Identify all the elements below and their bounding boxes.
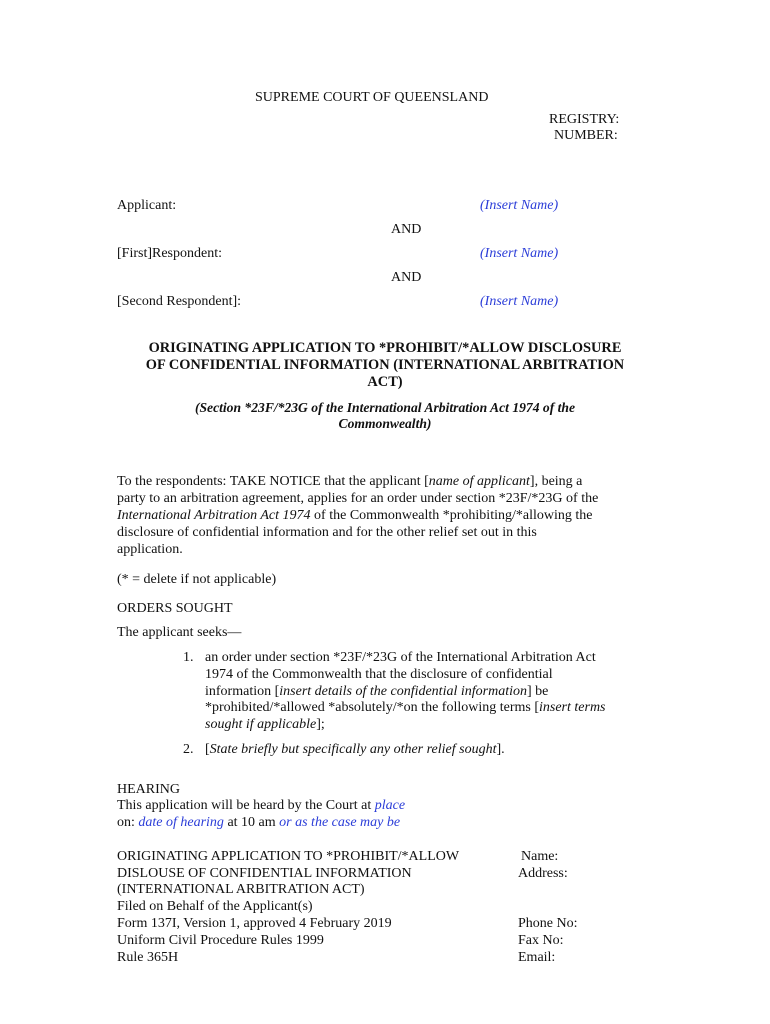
- notice-line-5: application.: [117, 542, 183, 557]
- and-separator: AND: [391, 222, 422, 237]
- terms-placeholder: sought if applicable: [205, 717, 317, 732]
- footer-phone-label: Phone No:: [518, 916, 578, 931]
- footer-email-label: Email:: [518, 950, 556, 965]
- footer-form-title-1: ORIGINATING APPLICATION TO *PROHIBIT/*ALLOW: [117, 849, 460, 864]
- footer-form-title-3: (INTERNATIONAL ARBITRATION ACT): [117, 882, 365, 897]
- order-1-line-1: an order under section *23F/*23G of the International Arbitration Act: [205, 650, 596, 665]
- second-respondent-name-field[interactable]: (Insert Name): [480, 294, 559, 309]
- footer-address-label: Address:: [518, 866, 568, 881]
- order-text: information [: [205, 684, 280, 699]
- order-text: ].: [496, 742, 505, 757]
- first-respondent-label: [First]Respondent:: [117, 246, 222, 261]
- order-1-line-3: [205, 683, 548, 700]
- order-1-line-4: [205, 699, 606, 716]
- footer-form-version: Form 137I, Version 1, approved 4 February 2019: [117, 916, 392, 931]
- order-2-line: [205, 741, 505, 758]
- number-label: NUMBER:: [554, 128, 618, 143]
- footer-name-label: Name:: [521, 849, 559, 864]
- registry-label: REGISTRY:: [549, 112, 620, 127]
- footer-ucpr: Uniform Civil Procedure Rules 1999: [117, 933, 324, 948]
- document-title-line-1: ORIGINATING APPLICATION TO *PROHIBIT/*ALLOW DISCLOSURE: [148, 340, 622, 356]
- footer-rule: Rule 365H: [117, 950, 179, 965]
- notice-line-4: disclosure of confidential information and for the other relief set out in this: [117, 525, 537, 540]
- footer-filed-on-behalf: Filed on Behalf of the Applicant(s): [117, 899, 313, 914]
- document-title-line-2: OF CONFIDENTIAL INFORMATION (INTERNATIONAL ARBITRATION: [145, 357, 625, 373]
- notice-line-1: [117, 473, 582, 490]
- orders-intro: The applicant seeks—: [117, 625, 242, 640]
- order-1-line-5: [205, 716, 325, 733]
- footer-fax-label: Fax No:: [518, 933, 564, 948]
- notice-text: To the respondents: TAKE NOTICE that the applicant [: [117, 474, 429, 489]
- notice-line-3: [117, 507, 592, 524]
- order-2-number: 2.: [183, 742, 194, 757]
- hearing-heading: HEARING: [117, 782, 180, 797]
- order-text: *prohibited/*allowed *absolutely/*on the following terms [: [205, 700, 539, 715]
- notice-line-2: party to an arbitration agreement, applies for an order under section *23F/*23G of the: [117, 491, 599, 506]
- orders-heading: ORDERS SOUGHT: [117, 601, 233, 616]
- act-name: International Arbitration Act 1974: [117, 508, 311, 523]
- document-subtitle-line-1: (Section *23F/*23G of the International Arbitration Act 1974 of the: [194, 400, 576, 415]
- terms-placeholder: insert terms: [539, 700, 606, 715]
- document-title-line-3: ACT): [367, 374, 403, 390]
- document-subtitle-line-2: Commonwealth): [338, 416, 432, 431]
- order-1-line-2: 1974 of the Commonwealth that the disclosure of confidential: [205, 667, 553, 682]
- order-text: [: [205, 742, 210, 757]
- first-respondent-name-field[interactable]: (Insert Name): [480, 246, 559, 261]
- hearing-line-2: [117, 814, 400, 831]
- applicant-name-field[interactable]: (Insert Name): [480, 198, 559, 213]
- second-respondent-label: [Second Respondent]:: [117, 294, 242, 309]
- notice-text: of the Commonwealth *prohibiting/*allowing the: [310, 508, 593, 523]
- hearing-line-1: [117, 797, 405, 814]
- hearing-text: on:: [117, 815, 139, 830]
- court-title: SUPREME COURT OF QUEENSLAND: [255, 90, 489, 105]
- order-text: ];: [316, 717, 325, 732]
- order-text: ] be: [526, 684, 549, 699]
- footer-form-title-2: DISLOUSE OF CONFIDENTIAL INFORMATION: [117, 866, 412, 881]
- case-may-be-field[interactable]: or as the case may be: [279, 815, 401, 830]
- and-separator: AND: [391, 270, 422, 285]
- applicant-label: Applicant:: [117, 198, 177, 213]
- hearing-text: This application will be heard by the Court at: [117, 798, 375, 813]
- confidential-info-placeholder: insert details of the confidential information: [279, 684, 527, 699]
- hearing-text: at 10 am: [223, 815, 280, 830]
- applicant-name-placeholder: name of applicant: [428, 474, 530, 489]
- place-field[interactable]: place: [374, 798, 406, 813]
- order-1-number: 1.: [183, 650, 194, 665]
- delete-note: (* = delete if not applicable): [117, 572, 277, 587]
- notice-text: ], being a: [529, 474, 583, 489]
- other-relief-placeholder: State briefly but specifically any other relief sought: [209, 742, 497, 757]
- date-of-hearing-field[interactable]: date of hearing: [138, 815, 224, 830]
